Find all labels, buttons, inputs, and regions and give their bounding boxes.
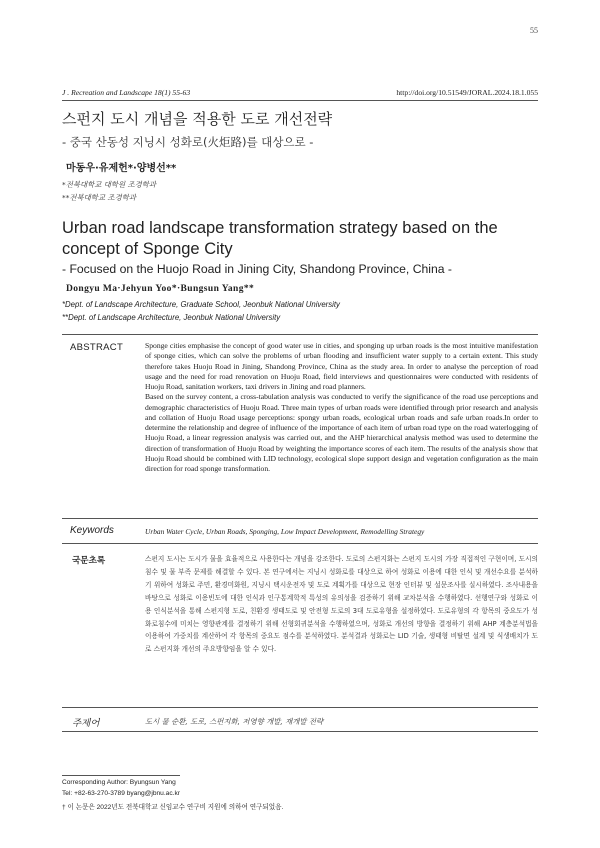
korean-authors: 마동우·유제헌*·양병선** [66,163,177,174]
doi-link[interactable]: http://doi.org/10.51549/JORAL.2024.18.1.055 [396,88,538,97]
keywords-label: Keywords [70,525,114,536]
abstract-label: ABSTRACT [70,342,124,353]
page-number: 55 [530,26,538,35]
english-affiliation-1: *Dept. of Landscape Architecture, Graduate School, Jeonbuk National University [62,300,340,309]
abstract-body [145,341,538,474]
divider [62,334,538,335]
abstract-paragraph: Sponge cities emphasise the concept of good water use in cities, and sponging up urban roads is the most intuitive manifestation of sponge cities, which can solve the problems of urban flooding and insufficient water supply to a certain extent. This study therefore takes Huoju Road in Jining, Shandong Province, China as the study area. In order to analyse the perception of road usage and the need for road renovation on Huoju Road, field interviews and questionnaires were conducted with residents of Huoju Road, sanitation workers, taxi drivers in Jining and road planners. [145,341,538,391]
korean-abstract-label: 국문초록 [72,556,106,566]
divider [62,543,538,544]
english-title: Urban road landscape transformation strategy based on the concept of Sponge City [62,219,498,258]
divider [62,707,538,708]
divider [62,518,538,519]
korean-abstract-body: 스펀지 도시는 도시가 물을 효율적으로 사용한다는 개념을 강조한다. 도로의 스펀지화는 스펀지 도시의 가장 직접적인 구현이며, 도시의 침수 및 물 부족 문제를 해결할 수 있다. 본 연구에서는 지닝시 성화로를 대상으로 하여 성화로 이용에 대한 인식 및 개선수요를 분석하기 위하여 성화로 주민, 환경미화원, 지닝시 택시운전자 및 도로 계획가를 대상으로 현장 인터뷰 및 설문조사를 실시하였다. 조사내용을 바탕으로 성화로 이용빈도에 대한 인식과 인구통계학적 특성의 유의성을 검증하기 위해 교차분석을 수행하였다. 선행연구와 성화로 이용 인식분석을 통해 스펀지형 도로, 친환경 생태도로 및 안전형 도로의 3대 도로유형을 설정하였다. 도로유형의 각 항목의 중요도가 성화로침수에 미치는 영향관계를 결정하기 위해 선형회귀분석을 수행하였으며, 성화로 개선의 방향을 결정하기 위해 AHP 계층분석법을 이용하여 가중치를 계산하여 각 항목의 중요도 점수를 분석하였다. 분석결과 성화로는 LID 기술, 생태형 비탈면 설계 및 식생배치가 도로 스펀지화 개선의 주요방향임을 알 수 있다. [145,555,538,654]
english-affiliation-2: **Dept. of Landscape Architecture, Jeonbuk National University [62,313,281,322]
running-header [62,88,538,101]
corresponding-author: Corresponding Author: Byungsun Yang [62,779,176,786]
korean-keywords-text: 도시 물 순환, 도로, 스펀지화, 저영향 개발, 재개발 전략 [145,717,324,726]
contact-info: Tel: +82-63-270-3789 byang@jbnu.ac.kr [62,790,180,797]
korean-affiliation-2: **전북대학교 조경학과 [62,193,136,202]
abstract-paragraph: Based on the survey content, a cross-tabulation analysis was conducted to verify the significance of the road use perceptions and demographic characteristics of Huoju Road. Three main types of urban roads were identified through prior research and analysis and collation of Huoju Road usage perceptions: spongy urban roads, ecological urban roads and safe urban roads.In order to determine the relationship and degree of influence of the importance of each item of urban road type on the road waterlogging of Huoju Road, a linear regression analysis was carried out, and the AHP hierarchical analysis method was used to determine the direction of transformation of Huoju Road by weighting the importance scores of each item. The results of the analysis show that Huoju Road should be combined with LID technology, ecological slope support design and vegetation configuration as the main direction for road sponge transformation. [145,392,538,473]
korean-subtitle: - 중국 산동성 지닝시 성화로(火炬路)를 대상으로 - [62,135,314,149]
journal-citation: J . Recreation and Landscape 18(1) 55-63 [62,88,191,97]
keywords-text: Urban Water Cycle, Urban Roads, Sponging, Low Impact Development, Remodelling Strategy [145,527,425,536]
english-authors: Dongyu Ma·Jehyun Yoo*·Bungsun Yang** [66,284,255,294]
footnote-rule [62,775,180,776]
divider [62,731,538,732]
korean-title: 스펀지 도시 개념을 적용한 도로 개선전략 [62,110,333,128]
korean-keywords-label: 주제어 [72,718,100,729]
funding-note: † 이 논문은 2022년도 전북대학교 신임교수 연구비 지원에 의하여 연구되었음. [62,804,284,811]
english-subtitle: - Focused on the Huojo Road in Jining City, Shandong Province, China - [62,262,452,276]
korean-affiliation-1: *전북대학교 대학원 조경학과 [62,180,157,189]
